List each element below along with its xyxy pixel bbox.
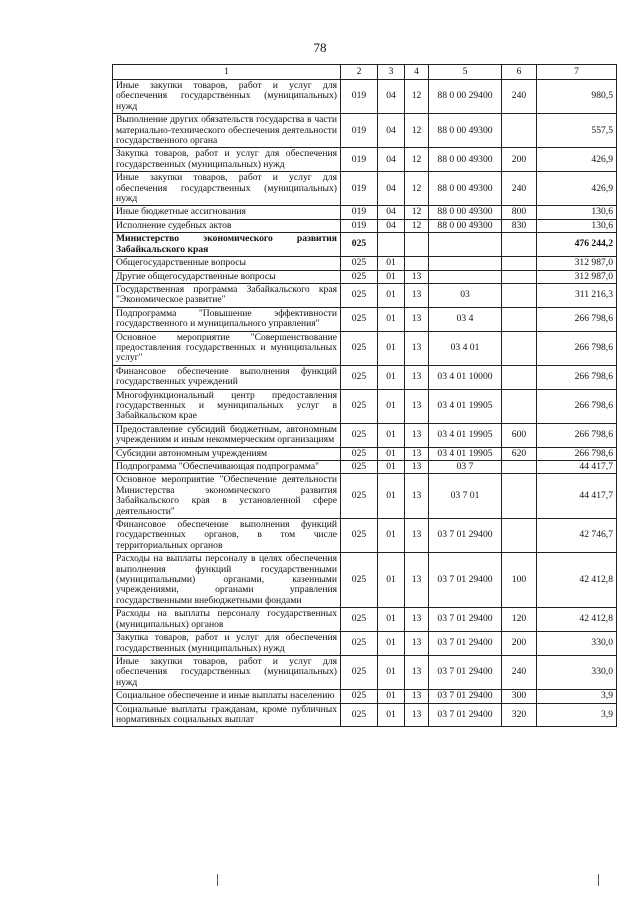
- table-row: [113, 389, 617, 423]
- cell-vr: [502, 474, 537, 519]
- cell-name: Закупка товаров, работ и услуг для обеспечения государственных (муниципальных) нужд: [113, 632, 341, 656]
- cell-vr: 120: [502, 608, 537, 632]
- cell-rz: 01: [378, 655, 405, 689]
- cell-name: Выполнение других обязательств государства в части материально-технического обеспечения деятельности государственного органа: [113, 114, 341, 148]
- cell-pr: 13: [405, 365, 429, 389]
- cell-ved: 025: [341, 307, 378, 331]
- cell-csr: 88 0 00 49300: [429, 148, 502, 172]
- cell-vr: 830: [502, 219, 537, 232]
- cell-vr: 200: [502, 148, 537, 172]
- table-row: [113, 257, 617, 270]
- cell-pr: 13: [405, 389, 429, 423]
- cell-name: Закупка товаров, работ и услуг для обеспечения государственных (муниципальных) нужд: [113, 148, 341, 172]
- cell-rz: 04: [378, 148, 405, 172]
- cell-pr: [405, 233, 429, 257]
- cell-csr: 03 4 01 19905: [429, 389, 502, 423]
- cell-pr: 13: [405, 690, 429, 703]
- table-row: [113, 447, 617, 460]
- cell-rz: 04: [378, 172, 405, 206]
- cell-rz: 04: [378, 80, 405, 114]
- header-col-5: 5: [429, 65, 502, 80]
- cell-rz: 01: [378, 553, 405, 608]
- cell-sum: 266 798,6: [537, 389, 617, 423]
- cell-vr: [502, 365, 537, 389]
- cell-csr: 03 4 01: [429, 331, 502, 365]
- cell-name: Подпрограмма "Повышение эффективности государственного и муниципального управления": [113, 307, 341, 331]
- cell-sum: 557,5: [537, 114, 617, 148]
- header-row: [113, 65, 617, 80]
- cell-pr: 12: [405, 148, 429, 172]
- cell-sum: 130,6: [537, 219, 617, 232]
- cell-sum: 266 798,6: [537, 447, 617, 460]
- cell-vr: 240: [502, 655, 537, 689]
- cell-sum: 266 798,6: [537, 331, 617, 365]
- cell-ved: 019: [341, 114, 378, 148]
- cell-pr: 12: [405, 219, 429, 232]
- cell-rz: 01: [378, 257, 405, 270]
- cell-pr: 13: [405, 307, 429, 331]
- cell-pr: 12: [405, 80, 429, 114]
- cell-vr: 800: [502, 206, 537, 219]
- table-row: [113, 703, 617, 727]
- cell-name: Расходы на выплаты персоналу государственных (муниципальных) органов: [113, 608, 341, 632]
- cell-ved: 025: [341, 233, 378, 257]
- cell-ved: 019: [341, 172, 378, 206]
- cell-csr: [429, 270, 502, 283]
- cell-ved: 025: [341, 703, 378, 727]
- table-row: [113, 206, 617, 219]
- page-number: 78: [313, 40, 327, 55]
- table-row: [113, 519, 617, 553]
- cell-ved: 025: [341, 270, 378, 283]
- cell-name: Исполнение судебных актов: [113, 219, 341, 232]
- cell-vr: [502, 257, 537, 270]
- cell-pr: 13: [405, 447, 429, 460]
- cell-name: Многофункциональный центр предоставления государственных и муниципальных услуг в Забайкальском крае: [113, 389, 341, 423]
- cell-name: Предоставление субсидий бюджетным, автономным учреждениям и иным некоммерческим организациям: [113, 423, 341, 447]
- cell-pr: 13: [405, 655, 429, 689]
- cell-ved: 025: [341, 283, 378, 307]
- budget-table: [112, 64, 617, 727]
- cell-ved: 025: [341, 461, 378, 474]
- cell-vr: 200: [502, 632, 537, 656]
- cell-csr: 03 7 01 29400: [429, 519, 502, 553]
- cell-ved: 019: [341, 206, 378, 219]
- cell-csr: 03 7 01 29400: [429, 655, 502, 689]
- cell-rz: 01: [378, 632, 405, 656]
- cell-csr: 03 7 01 29400: [429, 553, 502, 608]
- header-col-2: 2: [341, 65, 378, 80]
- cell-name: Основное мероприятие "Совершенствование предоставления государственных и муниципальных услуг": [113, 331, 341, 365]
- cell-csr: 88 0 00 49300: [429, 219, 502, 232]
- cell-sum: 426,9: [537, 172, 617, 206]
- cell-pr: 12: [405, 172, 429, 206]
- cell-pr: 13: [405, 608, 429, 632]
- cell-rz: 01: [378, 519, 405, 553]
- cell-sum: 3,9: [537, 703, 617, 727]
- table-row: [113, 423, 617, 447]
- cell-rz: 01: [378, 283, 405, 307]
- cell-pr: 13: [405, 553, 429, 608]
- cell-vr: 240: [502, 172, 537, 206]
- cell-name: Социальное обеспечение и иные выплаты населению: [113, 690, 341, 703]
- cell-vr: [502, 270, 537, 283]
- cell-pr: 13: [405, 331, 429, 365]
- cell-rz: 01: [378, 423, 405, 447]
- cell-name: Основное мероприятие "Обеспечение деятельности Министерства экономического развития Забайкальского края в установленной сфере деятельности": [113, 474, 341, 519]
- cell-name: Расходы на выплаты персоналу в целях обеспечения выполнения функций государственными (муниципальными) органами, казенными учреждениями, органами управления государственными внебюджетными фондами: [113, 553, 341, 608]
- cell-rz: 01: [378, 365, 405, 389]
- cell-csr: 03 4 01 10000: [429, 365, 502, 389]
- cell-name: Иные закупки товаров, работ и услуг для обеспечения государственных (муниципальных) нужд: [113, 172, 341, 206]
- cell-csr: 03: [429, 283, 502, 307]
- cell-name: Министерство экономического развития Забайкальского края: [113, 233, 341, 257]
- cell-sum: 266 798,6: [537, 307, 617, 331]
- cell-sum: 130,6: [537, 206, 617, 219]
- table-row: [113, 690, 617, 703]
- cell-rz: 04: [378, 114, 405, 148]
- cell-ved: 025: [341, 447, 378, 460]
- cell-sum: 426,9: [537, 148, 617, 172]
- cell-sum: 330,0: [537, 655, 617, 689]
- table-row: [113, 331, 617, 365]
- cell-pr: 12: [405, 114, 429, 148]
- cell-pr: 13: [405, 519, 429, 553]
- cell-vr: 100: [502, 553, 537, 608]
- cell-pr: 13: [405, 423, 429, 447]
- cell-ved: 025: [341, 608, 378, 632]
- cell-vr: [502, 283, 537, 307]
- table-row: [113, 307, 617, 331]
- header-col-7: 7: [537, 65, 617, 80]
- cell-rz: [378, 233, 405, 257]
- cell-ved: 025: [341, 365, 378, 389]
- cell-csr: 03 7: [429, 461, 502, 474]
- cell-sum: 3,9: [537, 690, 617, 703]
- cell-csr: 88 0 00 49300: [429, 172, 502, 206]
- cell-sum: 266 798,6: [537, 423, 617, 447]
- cell-rz: 01: [378, 447, 405, 460]
- table-row: [113, 219, 617, 232]
- table-row: [113, 553, 617, 608]
- cell-ved: 019: [341, 219, 378, 232]
- cell-pr: 13: [405, 283, 429, 307]
- cell-rz: 01: [378, 270, 405, 283]
- cell-vr: [502, 114, 537, 148]
- cell-vr: [502, 389, 537, 423]
- cell-sum: 330,0: [537, 632, 617, 656]
- table-row: [113, 461, 617, 474]
- table-body: [113, 80, 617, 727]
- cell-ved: 025: [341, 257, 378, 270]
- cell-csr: 03 7 01 29400: [429, 690, 502, 703]
- cell-ved: 025: [341, 655, 378, 689]
- header-col-6: 6: [502, 65, 537, 80]
- cell-sum: 312 987,0: [537, 270, 617, 283]
- cell-rz: 04: [378, 219, 405, 232]
- cell-rz: 01: [378, 703, 405, 727]
- cell-rz: 01: [378, 331, 405, 365]
- table-row: [113, 270, 617, 283]
- cell-sum: 266 798,6: [537, 365, 617, 389]
- cell-csr: 03 4 01 19905: [429, 423, 502, 447]
- cell-csr: 03 4: [429, 307, 502, 331]
- cell-sum: 311 216,3: [537, 283, 617, 307]
- cell-csr: 88 0 00 29400: [429, 80, 502, 114]
- cell-csr: [429, 233, 502, 257]
- cell-pr: 13: [405, 461, 429, 474]
- cell-ved: 025: [341, 519, 378, 553]
- table-row: [113, 283, 617, 307]
- table-row: [113, 655, 617, 689]
- table-row: [113, 632, 617, 656]
- cell-name: Финансовое обеспечение выполнения функций государственных органов, в том числе территориальных органов: [113, 519, 341, 553]
- cell-rz: 01: [378, 608, 405, 632]
- table-row: [113, 365, 617, 389]
- cell-sum: 44 417,7: [537, 461, 617, 474]
- cell-sum: 42 746,7: [537, 519, 617, 553]
- cell-csr: 03 7 01 29400: [429, 608, 502, 632]
- cell-pr: 13: [405, 632, 429, 656]
- cell-ved: 019: [341, 80, 378, 114]
- cell-ved: 025: [341, 423, 378, 447]
- cell-csr: [429, 257, 502, 270]
- cell-csr: 88 0 00 49300: [429, 114, 502, 148]
- cell-ved: 025: [341, 553, 378, 608]
- cell-csr: 03 7 01 29400: [429, 703, 502, 727]
- cell-vr: 300: [502, 690, 537, 703]
- cell-vr: 240: [502, 80, 537, 114]
- cell-csr: 03 7 01: [429, 474, 502, 519]
- cell-rz: 01: [378, 461, 405, 474]
- cell-name: Социальные выплаты гражданам, кроме публичных нормативных социальных выплат: [113, 703, 341, 727]
- cell-sum: 476 244,2: [537, 233, 617, 257]
- cell-name: Государственная программа Забайкальского края "Экономическое развитие": [113, 283, 341, 307]
- cell-pr: 13: [405, 703, 429, 727]
- cell-csr: 03 4 01 19905: [429, 447, 502, 460]
- table-row: [113, 233, 617, 257]
- table-row: [113, 172, 617, 206]
- cell-vr: 320: [502, 703, 537, 727]
- header-col-1: 1: [113, 65, 341, 80]
- header-col-3: 3: [378, 65, 405, 80]
- cell-rz: 01: [378, 474, 405, 519]
- cell-pr: 13: [405, 474, 429, 519]
- cell-rz: 04: [378, 206, 405, 219]
- cell-name: Другие общегосударственные вопросы: [113, 270, 341, 283]
- cell-name: Иные закупки товаров, работ и услуг для обеспечения государственных (муниципальных) нужд: [113, 80, 341, 114]
- cell-ved: 025: [341, 331, 378, 365]
- table-row: [113, 148, 617, 172]
- cell-ved: 025: [341, 474, 378, 519]
- cell-name: Иные закупки товаров, работ и услуг для обеспечения государственных (муниципальных) нужд: [113, 655, 341, 689]
- cell-ved: 025: [341, 389, 378, 423]
- cell-pr: 12: [405, 206, 429, 219]
- cell-name: Финансовое обеспечение выполнения функций государственных учреждений: [113, 365, 341, 389]
- cell-vr: [502, 519, 537, 553]
- cell-sum: 312 987,0: [537, 257, 617, 270]
- cell-name: Общегосударственные вопросы: [113, 257, 341, 270]
- cell-rz: 01: [378, 389, 405, 423]
- cell-sum: 42 412,8: [537, 608, 617, 632]
- cell-name: Подпрограмма "Обеспечивающая подпрограмма": [113, 461, 341, 474]
- cell-sum: 44 417,7: [537, 474, 617, 519]
- cell-vr: [502, 331, 537, 365]
- cell-vr: [502, 307, 537, 331]
- table-row: [113, 80, 617, 114]
- table-row: [113, 474, 617, 519]
- cell-ved: 025: [341, 632, 378, 656]
- scan-mark: [217, 874, 218, 886]
- cell-csr: 88 0 00 49300: [429, 206, 502, 219]
- cell-vr: [502, 233, 537, 257]
- cell-vr: [502, 461, 537, 474]
- cell-vr: 620: [502, 447, 537, 460]
- cell-sum: 980,5: [537, 80, 617, 114]
- cell-pr: [405, 257, 429, 270]
- table-row: [113, 114, 617, 148]
- cell-ved: 019: [341, 148, 378, 172]
- table-row: [113, 608, 617, 632]
- cell-rz: 01: [378, 307, 405, 331]
- cell-vr: 600: [502, 423, 537, 447]
- scan-mark: [598, 874, 599, 886]
- cell-ved: 025: [341, 690, 378, 703]
- cell-csr: 03 7 01 29400: [429, 632, 502, 656]
- header-col-4: 4: [405, 65, 429, 80]
- cell-pr: 13: [405, 270, 429, 283]
- cell-sum: 42 412,8: [537, 553, 617, 608]
- cell-name: Иные бюджетные ассигнования: [113, 206, 341, 219]
- cell-name: Субсидии автономным учреждениям: [113, 447, 341, 460]
- cell-rz: 01: [378, 690, 405, 703]
